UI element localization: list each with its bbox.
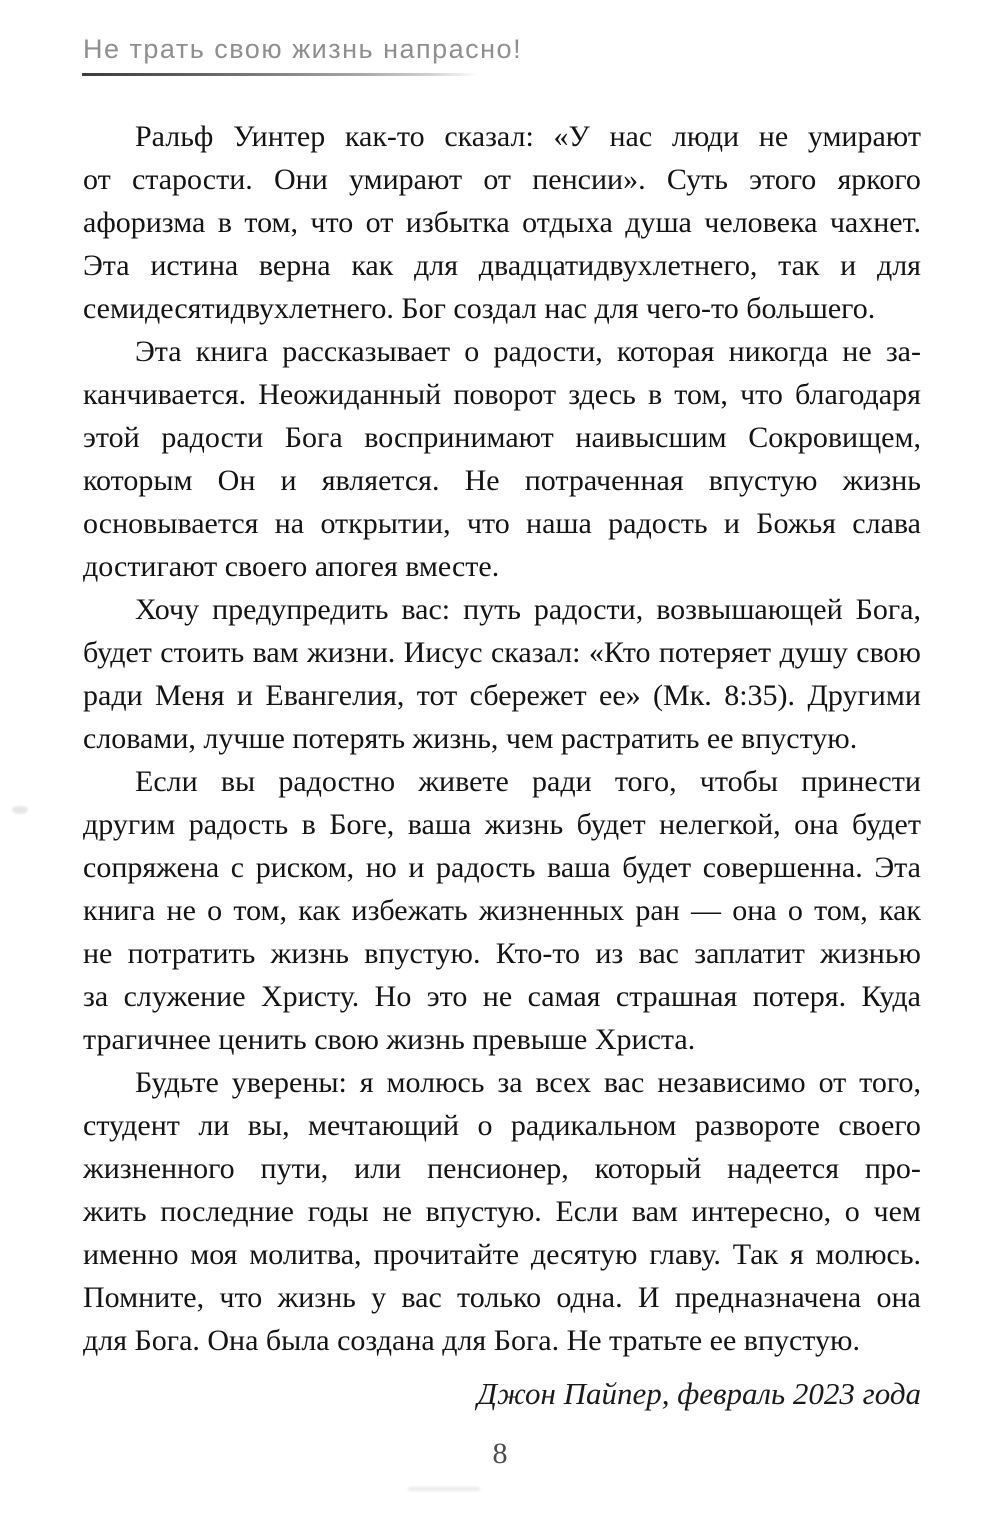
text-line: Ральф Уинтер как-то сказал: «У нас люди не умирают bbox=[135, 120, 921, 153]
text-line: ради Меня и Евангелия, тот сбережет ее» (Мк. 8:35). Другими bbox=[83, 679, 921, 712]
text-line: которым Он и является. Не потраченная впустую жизнь bbox=[83, 464, 921, 497]
paragraph bbox=[83, 760, 921, 1061]
text-line: семидесятидвухлетнего. Бог создал нас для чего-то большего. bbox=[83, 292, 876, 325]
paragraph bbox=[83, 330, 921, 588]
text-line: жить последние годы не впустую. Если вам интересно, о чем bbox=[83, 1195, 921, 1228]
scan-artifact-smudge bbox=[408, 1487, 480, 1491]
paragraph bbox=[83, 588, 921, 760]
text-line: канчивается. Неожиданный поворот здесь в том, что благодаря bbox=[83, 378, 921, 411]
paragraph bbox=[83, 1061, 921, 1362]
text-line: основывается на открытии, что наша радость и Божья слава bbox=[83, 507, 921, 540]
text-line: для Бога. Она была создана для Бога. Не тратьте ее впустую. bbox=[83, 1324, 860, 1357]
body-text bbox=[83, 115, 921, 1415]
text-line: Эта истина верна как для двадцатидвухлетнего, так и для bbox=[83, 249, 921, 282]
text-line: именно моя молитва, прочитайте десятую главу. Так я молюсь. bbox=[83, 1238, 921, 1271]
text-line: Будьте уверены: я молюсь за всех вас независимо от того, bbox=[135, 1066, 921, 1099]
text-line: Эта книга рассказывает о радости, которая никогда не за- bbox=[135, 335, 921, 368]
text-line: этой радости Бога воспринимают наивысшим Сокровищем, bbox=[83, 421, 921, 454]
paragraph bbox=[83, 115, 921, 330]
text-line: не потратить жизнь впустую. Кто-то из вас заплатит жизнью bbox=[83, 937, 921, 970]
author-signature: Джон Пайпер, февраль 2023 года bbox=[477, 1376, 921, 1411]
text-line: будет стоить вам жизни. Иисус сказал: «Кто потеряет душу свою bbox=[83, 636, 921, 669]
text-line: Помните, что жизнь у вас только одна. И предназначена она bbox=[83, 1281, 921, 1314]
running-head: Не трать свою жизнь напрасно! bbox=[83, 34, 523, 64]
text-line: студент ли вы, мечтающий о радикальном развороте своего bbox=[83, 1109, 921, 1142]
text-line: Хочу предупредить вас: путь радости, возвышающей Бога, bbox=[135, 593, 921, 626]
page-number: 8 bbox=[492, 1437, 508, 1470]
text-line: сопряжена с риском, но и радость ваша будет совершенна. Эта bbox=[83, 851, 921, 884]
text-line: другим радость в Боге, ваша жизнь будет нелегкой, она будет bbox=[83, 808, 921, 841]
text-line: за служение Христу. Но это не самая страшная потеря. Куда bbox=[83, 980, 921, 1013]
text-line: Если вы радостно живете ради того, чтобы принести bbox=[135, 765, 921, 798]
header-rule bbox=[82, 73, 478, 76]
scan-artifact-dot bbox=[12, 806, 28, 814]
text-line: афоризма в том, что от избытка отдыха душа человека чахнет. bbox=[83, 206, 921, 239]
text-line: жизненного пути, или пенсионер, который надеется про- bbox=[83, 1152, 921, 1185]
text-line: трагичнее ценить свою жизнь превыше Христа. bbox=[83, 1023, 696, 1056]
text-line: книга не о том, как избежать жизненных ран — она о том, как bbox=[83, 894, 921, 927]
text-line: достигают своего апогея вместе. bbox=[83, 550, 500, 583]
text-line: словами, лучше потерять жизнь, чем растратить ее впустую. bbox=[83, 722, 858, 755]
text-line: от старости. Они умирают от пенсии». Суть этого яркого bbox=[83, 163, 921, 196]
